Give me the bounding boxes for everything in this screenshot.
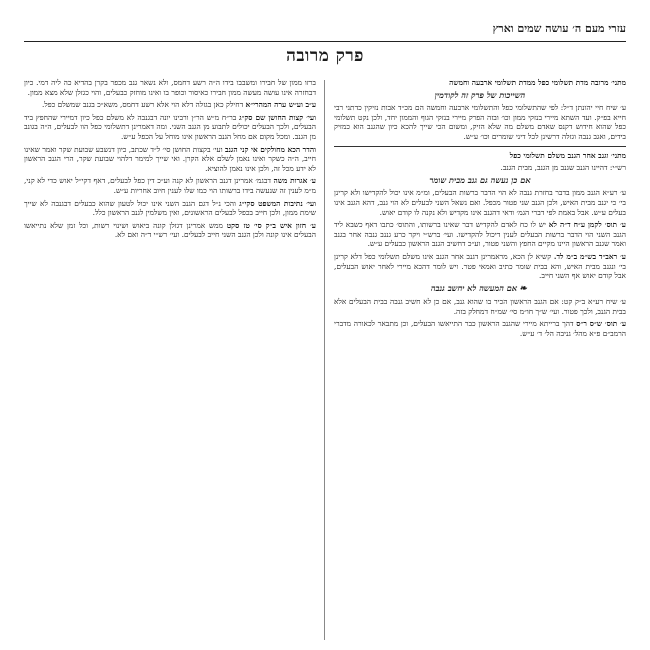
mishnah-lead: מתני׳ מרובה מדת תשלומי כפל ממדת תשלומי ארבעה וחמשה bbox=[449, 78, 626, 87]
left-paragraph-7-body: ממש אמרינן דגזלן קונה ביאוש ושינוי רשות, וכל זמן שלא נתייאשו הבעלים אינו קונה ולכן הגנב השני חייב לבעלים. ועי׳ רש״י ד״ה ואם לא. bbox=[24, 220, 316, 240]
left-paragraph-7 bbox=[24, 221, 316, 240]
running-head bbox=[24, 20, 626, 42]
left-paragraph-3-body: בר״ח מ״ש הר״ן ורבינו יונה דבגנבה לא משלם כפל כיון דמיירי שהחפץ ביד הבעלים, ולכך הבעלים יכולים לתבוע מן הגנב השני. ומה דאמרינן דתשלומי כפל הוו לבעלים, ה״ה בגונב מן הגנב. ומכל מקום אם מחל הגנב הראשון אינו מוחל על הכפל ע״ש. bbox=[24, 112, 316, 141]
section-mark-icon: ❧ bbox=[519, 283, 527, 294]
left-paragraph-6-body: והכי נ״ל דגם הגנב השני אינו יכול לטעון שהוא כבעלים דבגנבה לא שייך שימת ממון, ולכן חייב בכפל לבעלים הראשונים, ואין משלמין לגנב הראשון כלל. bbox=[24, 198, 316, 218]
chapter-title: פרק מרובה bbox=[286, 46, 364, 66]
right-paragraph-7 bbox=[334, 319, 626, 338]
header-rule bbox=[24, 41, 626, 42]
right-paragraph-2-body: רש״י: דהיינו הגנב שגנב מן הגנב, מבית הגנב. bbox=[500, 163, 626, 173]
mishnah-lead: מתני׳ וגנב אחר הגנב משלם תשלומי כפל bbox=[509, 150, 626, 160]
section-subheading bbox=[334, 284, 626, 295]
source-lead: ע׳ ראב״ד בש״מ ב״מ לד. bbox=[553, 251, 626, 261]
source-lead: ע׳ תוס׳ לקמן ע״ח ד״ה לא bbox=[548, 220, 626, 230]
source-lead: ע׳ אגרות משה bbox=[273, 176, 316, 186]
right-paragraph-6-body: ע׳ שיח רע״א ב״ק קט: אם הגנב הראשון הכיר בו שהוא גנב, אם כן לא חשיב גנבה בבית הבעלים אלא בבית הגנב, ולכך פטור. ועי׳ ש״ך חו״מ סי׳ שמ״ח דמחלק בזה. bbox=[334, 297, 626, 316]
section-subheading: אם כן נעשה גם גנב מבית שומר bbox=[429, 174, 531, 185]
right-paragraph-1-body: ע׳ שיח חיי יהונתן ד״ל: לפי שהתשלומי כפל והתשלומי ארבעה וחמשה הם מכ״ד אבות נזיקין כדתני רבי חייא בפ״ק. ועד השתא מיירי בנזקי ממון וכו׳ ובזה הפרק מיירי בנזקי הגוף והממון יחד, ולכן נקט תשלומי כפל שהוא חידוש דקנס שאדם משלם מה שלא הזיק, ומשום הכי שייך להכא כיון שהגנב הוא כמזיק בידים, ואגב גנבה וגזלה דרשינן לכל דיני שומרים וכו׳ ע״ש. bbox=[334, 103, 626, 141]
left-paragraph-5 bbox=[24, 176, 316, 195]
left-column bbox=[24, 78, 316, 642]
column-divider bbox=[324, 80, 325, 640]
source-lead: ועי׳ קצות החושן שם סק״ג bbox=[239, 112, 316, 122]
source-lead: והדר הכא מחולקים אי קני הגנב bbox=[224, 144, 316, 154]
left-paragraph-3 bbox=[24, 113, 316, 142]
running-title: עזרי מעם ה׳ עושה שמים וארץ bbox=[492, 22, 626, 35]
left-paragraph-2 bbox=[24, 100, 316, 110]
right-paragraph-2 bbox=[334, 151, 626, 161]
left-paragraph-4 bbox=[24, 145, 316, 174]
right-paragraph-4-body: יש לו כח לאדם להקדיש דבר שאינו ברשותו, והתוס׳ כתבו דאף כשבא ליד הגנב השני הוי הדבר ברשות הבעלים לענין דיכול להקדישו. ועי׳ ברש״י ויקר כרע גננב גנבה אחר בגנב ואמר שגנב הראשון היינו מקיים החפץ והשני פטור, וע״כ דחשיב הגנב הראשון כבעלים ע״ש. bbox=[334, 220, 626, 249]
source-lead: ועי׳ נתיבות המשפט סקי״ג bbox=[239, 198, 316, 208]
left-paragraph-5-body: דבגמ׳ אמרינן דגנב הראשון לא קנה וע״כ דין כפל לבעלים, דאף דקי״ל יאוש כדי לא קני, מ״מ לענין זה שנעשה בידו ברשותו הוי כמו שלו לענין חיוב אחריות ע״ש. bbox=[24, 176, 316, 195]
source-lead: ע׳ תוס׳ ש״ס ר״ס bbox=[576, 319, 626, 329]
section-rule bbox=[334, 146, 626, 147]
left-paragraph-2-body: דחילק כאן בגזלה דלא הוי אלא רשע דחמס, משא״כ בגנב שמשלם כפל. bbox=[41, 100, 244, 110]
left-paragraph-6 bbox=[24, 199, 316, 218]
right-paragraph-4 bbox=[334, 220, 626, 249]
right-column bbox=[334, 78, 626, 642]
left-paragraph-1-body: ברזו ממון של חבירו ומשבבו בידו ה״ה רשע דחמס, ולא נשאר גנב מכפר בקרן בהדיא כה ליה דמי. כיון דבחזרה אינו עושה מעשה ממון חבירו כאיסור וכופר בו ואינו מוחזק כבעלים, והוי כגזלן שלא מצא ממון. bbox=[24, 78, 316, 97]
right-paragraph-5-body: קשיא לן הכא, מראמרינן דגנב אחר הגנב אינו משלם תשלומי כפל דלא קרינן בי׳ ונגנב מבית האיש, והא בבית שומר כתיב ואמאי פטר. ויש לומר דהכא מיירי לאחר יאוש הבעלים, אבל קודם יאוש אף השני חייב. bbox=[334, 251, 626, 281]
right-paragraph-5 bbox=[334, 252, 626, 281]
right-paragraph-7-body: דהך ברייתא מיירי שהגנב הראשון כבר התייאשו הבעלים, וכן מתבאר לכאורה מדברי הרמב״ם פ״א מהל׳ גניבה הל׳ ד׳ ע״ש. bbox=[334, 319, 626, 339]
section-subheading: השייכות של פרק זה לקודמין bbox=[434, 89, 526, 100]
left-paragraph-4-body: ועי׳ בקצות החושן סי׳ ל״ד שכתב, כיון דנשבע שבועת שקר ואמר שאינו חייב, ה״ה כשקר ואינו נאמן לשלם אלא הקרן. ואי שייך למימר דלהוי שבועת שקר, הרי הגנב הראשון לא ידע מכל זה, ולכן אינו נאמן להוציא. bbox=[24, 144, 316, 173]
source-lead: ע״ב וע״ש ערה המהרי״א bbox=[245, 100, 316, 110]
right-paragraph-1 bbox=[334, 78, 626, 88]
section-subheading-text: אם המעשה לא יחשב גנבה bbox=[430, 282, 518, 293]
right-paragraph-3-body: ע׳ רע״א הגנב ממון בדבר בחזרת גנבה לא הוי הדבר ברשות הבעלים, ומ״מ אינו יכול להקדישו ולא קרינן בי׳ כי יגנב מבית האיש, ולכן הגנב שני פטור מכפל. ואם נשאל השני לבעלים לא הוי גנב, דהא הגנב אינו בעלים ע״ש. אבל באמת לפי דברי הגמ׳ ודאי דהגנב אינו מקדיש ולא נקנה לו קודם יאוש. bbox=[334, 188, 626, 217]
source-lead: ע׳ חזון איש ב״ק סי׳ טז סקט bbox=[226, 220, 316, 230]
